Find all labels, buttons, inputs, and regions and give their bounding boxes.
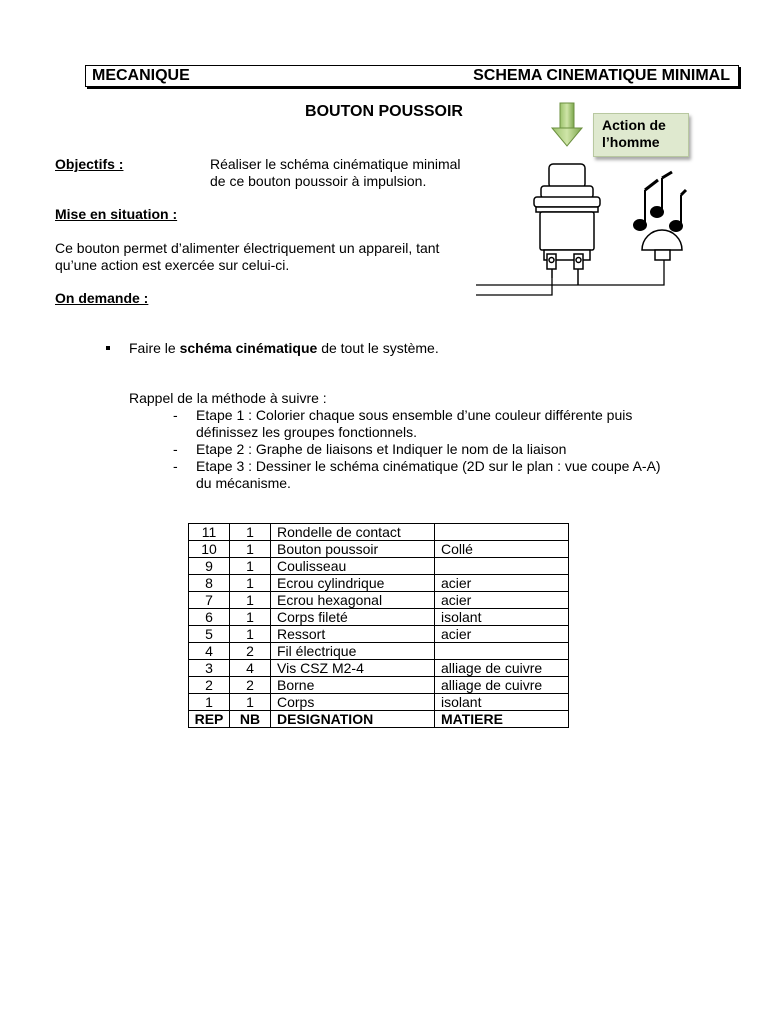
table-cell: 9 xyxy=(189,558,230,575)
rappel-intro: Rappel de la méthode à suivre : xyxy=(129,390,327,406)
table-row xyxy=(189,609,569,626)
table-cell xyxy=(435,643,569,660)
table-row xyxy=(189,694,569,711)
step-2-line-1: Etape 2 : Graphe de liaisons et Indiquer le nom de la liaison xyxy=(196,441,567,457)
step-3-line-2: du mécanisme. xyxy=(196,475,291,491)
table-cell: Rondelle de contact xyxy=(271,524,435,541)
table-row xyxy=(189,592,569,609)
objectifs-label: Objectifs : xyxy=(55,156,124,172)
table-cell xyxy=(435,558,569,575)
table-row xyxy=(189,660,569,677)
table-cell: Coulisseau xyxy=(271,558,435,575)
objectifs-line-2: de ce bouton poussoir à impulsion. xyxy=(210,173,427,189)
bullet-icon xyxy=(106,346,110,350)
on-demande-label: On demande : xyxy=(55,290,149,306)
buzzer-icon xyxy=(642,230,682,260)
action-callout-line-2: l’homme xyxy=(602,134,660,150)
table-cell: Ressort xyxy=(271,626,435,643)
table-row xyxy=(189,524,569,541)
header-bar xyxy=(85,65,739,87)
table-cell: Corps xyxy=(271,694,435,711)
table-row xyxy=(189,643,569,660)
table-cell: 1 xyxy=(230,575,271,592)
table-cell: 4 xyxy=(230,660,271,677)
header-subject: MECANIQUE xyxy=(92,67,190,84)
task-text-before: Faire le xyxy=(129,340,180,356)
table-cell: Borne xyxy=(271,677,435,694)
table-cell: Bouton poussoir xyxy=(271,541,435,558)
table-row xyxy=(189,541,569,558)
table-cell: 1 xyxy=(230,609,271,626)
table-header-cell: NB xyxy=(230,711,271,728)
table-cell: Ecrou cylindrique xyxy=(271,575,435,592)
table-row xyxy=(189,558,569,575)
table-cell: alliage de cuivre xyxy=(435,677,569,694)
on-demande-task xyxy=(129,340,439,357)
objectifs-line-1: Réaliser le schéma cinématique minimal xyxy=(210,156,461,172)
step-1-line-1: Etape 1 : Colorier chaque sous ensemble d’une couleur différente puis xyxy=(196,407,633,423)
wires xyxy=(476,260,664,295)
step-dash-icon: - xyxy=(173,407,178,423)
mise-en-situation-line-2: qu’une action est exercée sur celui-ci. xyxy=(55,257,290,273)
step-1-line-2: définissez les groupes fonctionnels. xyxy=(196,424,418,440)
step-dash-icon: - xyxy=(173,441,178,457)
table-row xyxy=(189,575,569,592)
table-cell: 1 xyxy=(230,524,271,541)
table-cell: 1 xyxy=(230,592,271,609)
table-cell: 4 xyxy=(189,643,230,660)
table-cell: 3 xyxy=(189,660,230,677)
table-cell xyxy=(435,524,569,541)
header-topic: SCHEMA CINEMATIQUE MINIMAL xyxy=(473,67,730,84)
down-arrow-icon xyxy=(552,103,582,146)
nomenclature-table xyxy=(188,523,569,728)
table-cell: Collé xyxy=(435,541,569,558)
page-title: BOUTON POUSSOIR xyxy=(305,103,463,120)
task-text-after: de tout le système. xyxy=(317,340,439,356)
table-cell: acier xyxy=(435,592,569,609)
table-cell: 2 xyxy=(230,643,271,660)
table-cell: isolant xyxy=(435,609,569,626)
table-cell: isolant xyxy=(435,694,569,711)
table-cell: acier xyxy=(435,575,569,592)
table-cell: 2 xyxy=(230,677,271,694)
table-cell: 7 xyxy=(189,592,230,609)
step-3-line-1: Etape 3 : Dessiner le schéma cinématique (2D sur le plan : vue coupe A-A) xyxy=(196,458,661,474)
table-cell: 10 xyxy=(189,541,230,558)
table-header-row xyxy=(189,711,569,728)
table-cell: 5 xyxy=(189,626,230,643)
table-cell: Ecrou hexagonal xyxy=(271,592,435,609)
table-cell: 1 xyxy=(230,694,271,711)
table-cell: Fil électrique xyxy=(271,643,435,660)
table-cell: Vis CSZ M2-4 xyxy=(271,660,435,677)
table-header-cell: MATIERE xyxy=(435,711,569,728)
music-notes-icon xyxy=(634,172,686,231)
push-button-illustration xyxy=(476,100,716,300)
table-cell: 1 xyxy=(230,558,271,575)
table-cell: 1 xyxy=(230,626,271,643)
table-cell: 11 xyxy=(189,524,230,541)
table-cell: 1 xyxy=(189,694,230,711)
push-button-icon xyxy=(534,164,600,285)
action-callout-line-1: Action de xyxy=(602,117,666,133)
step-dash-icon: - xyxy=(173,458,178,474)
table-cell: Corps fileté xyxy=(271,609,435,626)
task-text-bold: schéma cinématique xyxy=(179,340,318,356)
table-header-cell: DESIGNATION xyxy=(271,711,435,728)
mise-en-situation-label: Mise en situation : xyxy=(55,206,178,222)
table-row xyxy=(189,677,569,694)
table-cell: 1 xyxy=(230,541,271,558)
table-row xyxy=(189,626,569,643)
table-cell: alliage de cuivre xyxy=(435,660,569,677)
table-cell: acier xyxy=(435,626,569,643)
table-cell: 8 xyxy=(189,575,230,592)
mise-en-situation-line-1: Ce bouton permet d’alimenter électriquement un appareil, tant xyxy=(55,240,440,256)
table-cell: 2 xyxy=(189,677,230,694)
table-header-cell: REP xyxy=(189,711,230,728)
table-cell: 6 xyxy=(189,609,230,626)
